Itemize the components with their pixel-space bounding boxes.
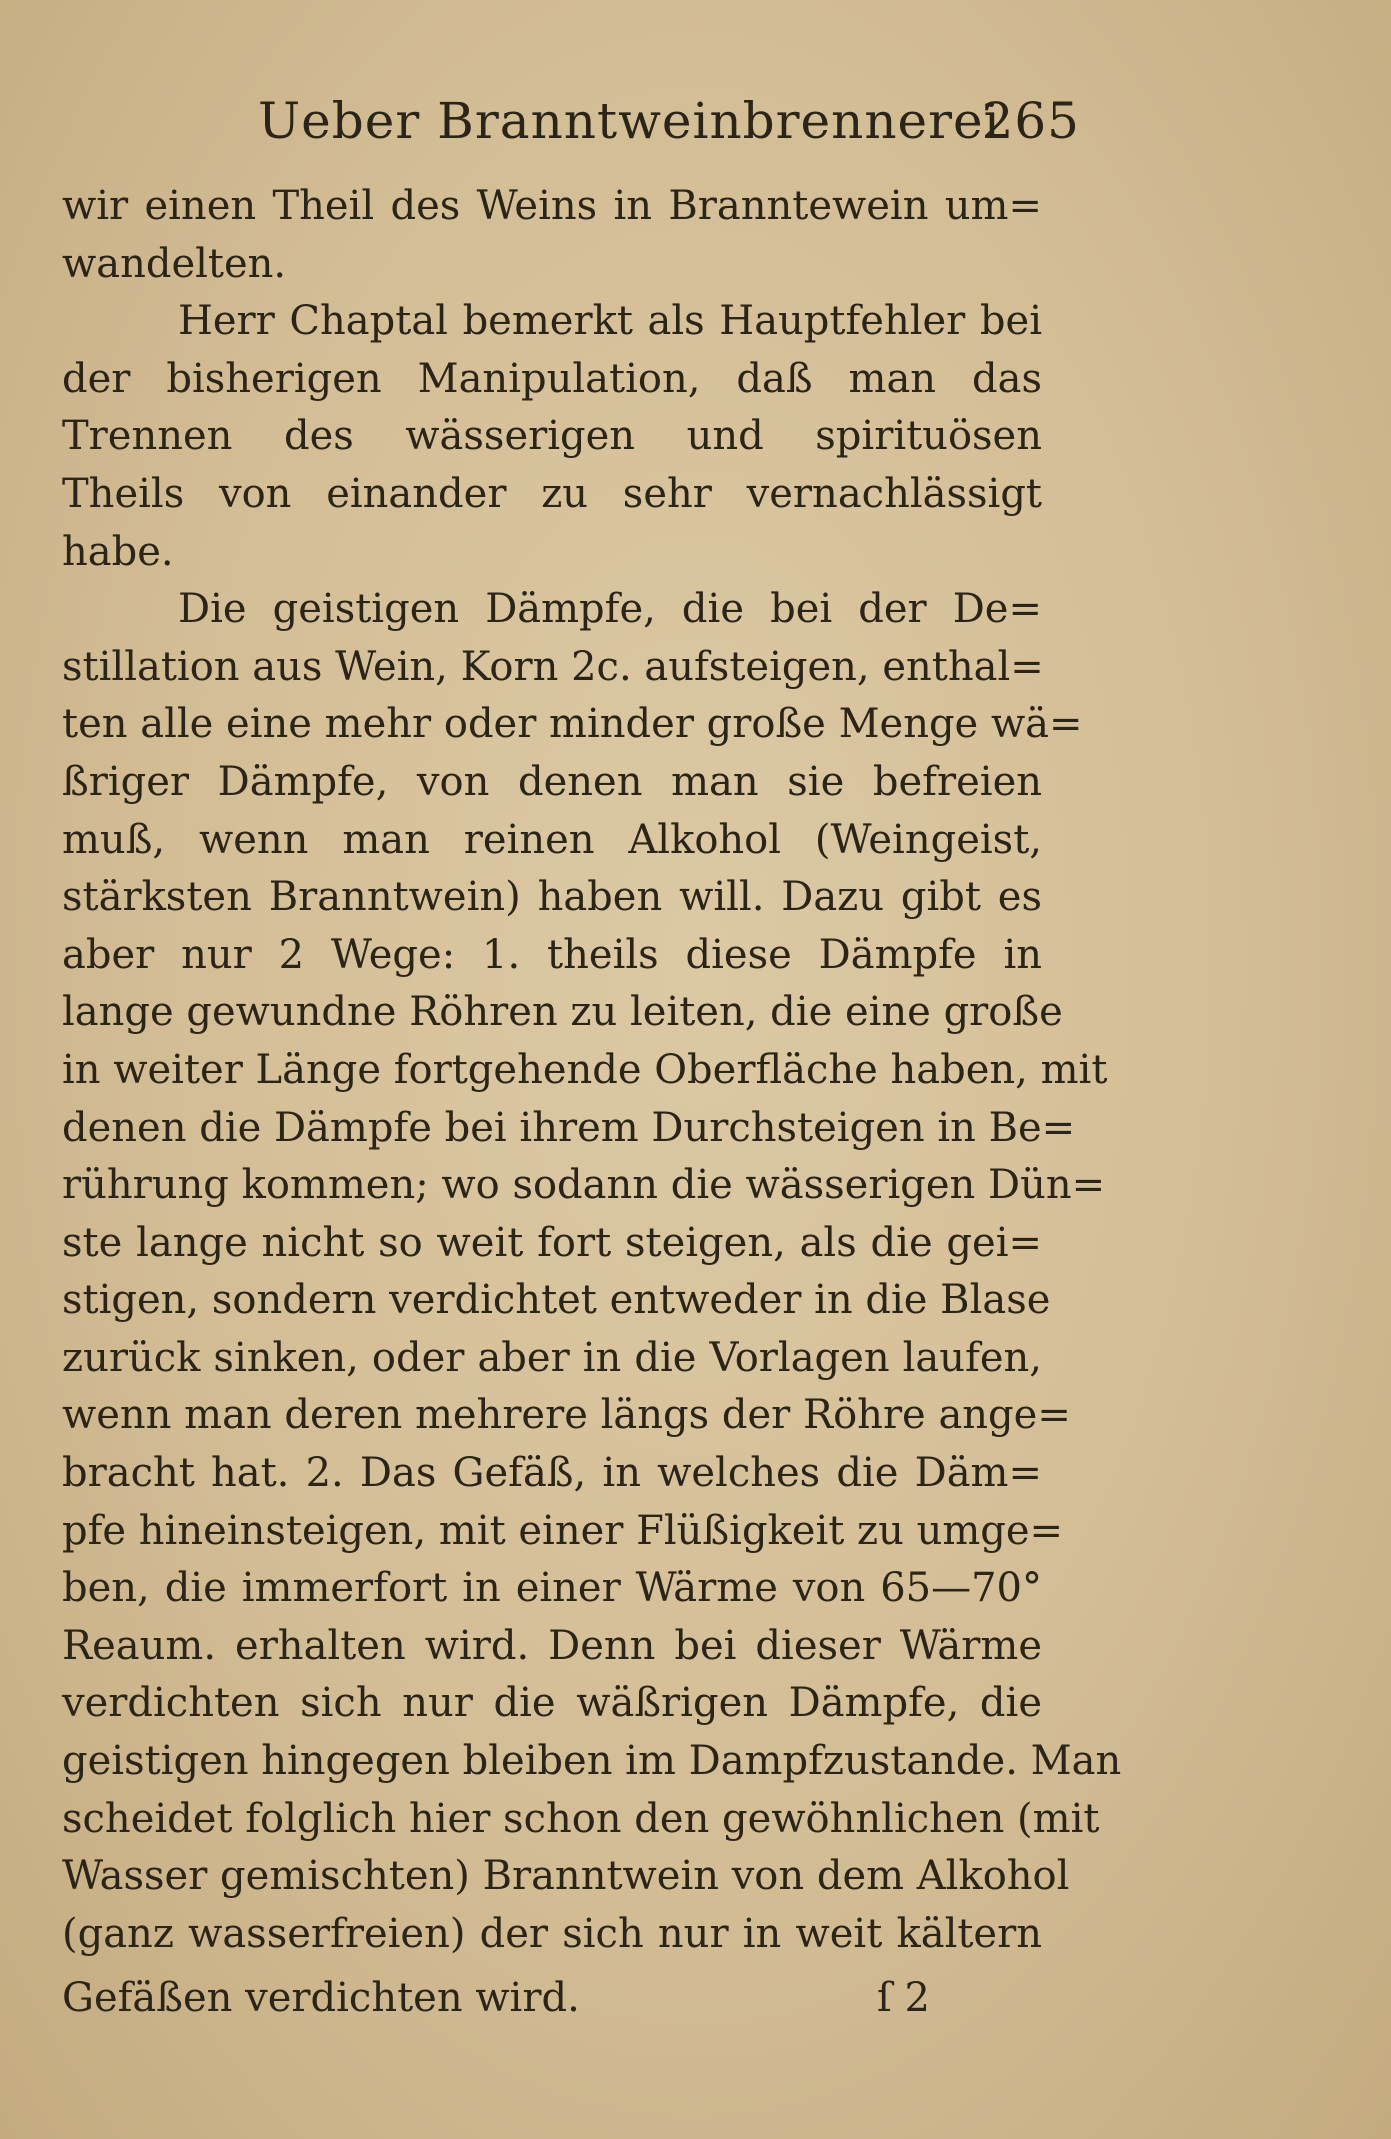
text-line: Reaum. erhalten wird. Denn bei dieser Wärme [62,1622,1042,1669]
text-line: Trennen des wässerigen und spirituösen [62,413,1042,460]
text-line: ste lange nicht so weit fort steigen, als die gei= [62,1219,1042,1266]
text-line: wandelten. [62,240,287,287]
text-line: habe. [62,528,174,575]
text-line: scheidet folglich hier schon den gewöhnlichen (mit [62,1795,1100,1842]
text-line: wenn man deren mehrere längs der Röhre ange= [62,1392,1071,1439]
page-number: 265 [981,92,1080,150]
text-line: Herr Chaptal bemerkt als Hauptfehler bei [178,298,1042,345]
text-line: Wasser gemischten) Branntwein von dem Alkohol [62,1853,1070,1900]
text-line: Die geistigen Dämpfe, die bei der De= [178,586,1042,633]
text-line: zurück sinken, oder aber in die Vorlagen laufen, [62,1334,1042,1381]
text-line: pfe hineinsteigen, mit einer Flüßigkeit zu umge= [62,1507,1064,1554]
text-line: ßriger Dämpfe, von denen man sie befreien [62,758,1042,805]
text-line: der bisherigen Manipulation, daß man das [62,355,1042,402]
text-line: (ganz wasserfreien) der sich nur in weit kältern [62,1910,1042,1957]
text-line: wir einen Theil des Weins in Branntewein um= [62,183,1042,229]
text-line: Theils von einander zu sehr vernachlässigt [62,470,1042,517]
page-header [258,92,1080,152]
text-line: geistigen hingegen bleiben im Dampfzustande. Man [62,1738,1122,1785]
text-line: stigen, sondern verdichtet entweder in die Blase [62,1277,1051,1324]
text-line: denen die Dämpfe bei ihrem Durchsteigen in Be= [62,1104,1076,1151]
text-line: muß, wenn man reinen Alkohol (Weingeist, [62,816,1042,863]
page-footer [62,1970,1042,2028]
text-line: stillation aus Wein, Korn 2c. aufsteigen, enthal= [62,643,1044,690]
text-line: ben, die immerfort in einer Wärme von 65—70° [62,1565,1042,1612]
body-text [62,178,1122,1963]
text-line: verdichten sich nur die wäßrigen Dämpfe, die [62,1680,1042,1727]
signature-mark: ſ 2 [877,1975,930,2021]
text-line: stärksten Branntwein) haben will. Dazu gibt es [62,874,1042,921]
text-line: rührung kommen; wo sodann die wässerigen Dün= [62,1162,1106,1209]
running-title: Ueber Branntweinbrennerei [258,92,1001,150]
text-line: ten alle eine mehr oder minder große Menge wä= [62,701,1083,748]
text-line: bracht hat. 2. Das Gefäß, in welches die Däm= [62,1450,1042,1497]
final-text-line: Gefäßen verdichten wird. [62,1975,580,2021]
text-line: lange gewundne Röhren zu leiten, die eine große [62,989,1063,1036]
text-line: in weiter Länge fortgehende Oberfläche haben, mit [62,1046,1108,1093]
text-line: aber nur 2 Wege: 1. theils diese Dämpfe in [62,931,1042,978]
